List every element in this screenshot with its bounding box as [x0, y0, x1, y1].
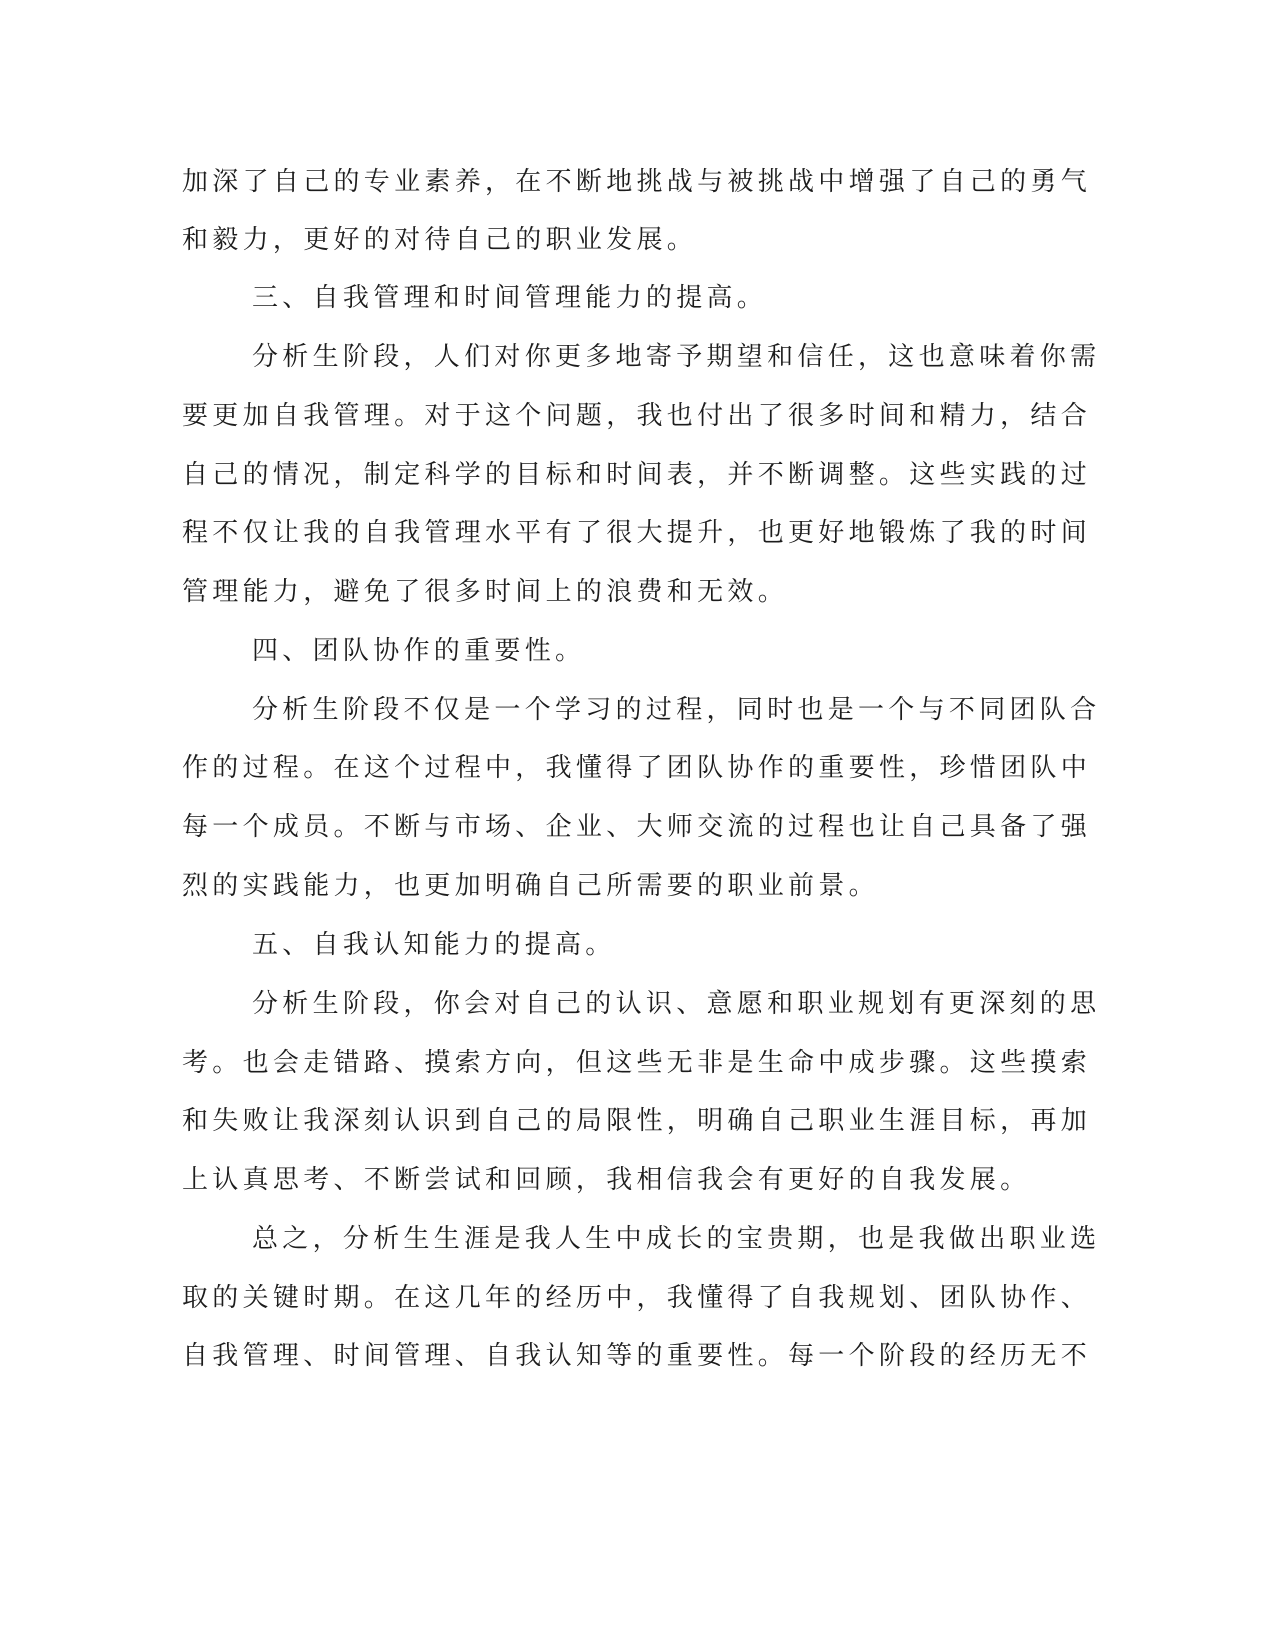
text-line: 管理能力，避免了很多时间上的浪费和无效。: [182, 577, 789, 607]
text-line: 每一个成员。不断与市场、企业、大师交流的过程也让自己具备了强: [182, 812, 1092, 842]
text-line: 烈的实践能力，也更加明确自己所需要的职业前景。: [182, 871, 879, 901]
text-line: 分析生阶段，你会对自己的认识、意愿和职业规划有更深刻的思: [252, 989, 1101, 1019]
text-line: 自我管理、时间管理、自我认知等的重要性。每一个阶段的经历无不: [182, 1341, 1092, 1371]
text-line: 分析生阶段，人们对你更多地寄予期望和信任，这也意味着你需: [252, 342, 1101, 372]
text-line: 程不仅让我的自我管理水平有了很大提升，也更好地锻炼了我的时间: [182, 518, 1092, 548]
section-heading: 四、团队协作的重要性。: [252, 636, 586, 666]
section-heading: 五、自我认知能力的提高。: [252, 930, 616, 960]
text-line: 取的关键时期。在这几年的经历中，我懂得了自我规划、团队协作、: [182, 1283, 1092, 1313]
text-line: 考。也会走错路、摸索方向，但这些无非是生命中成步骤。这些摸索: [182, 1048, 1092, 1078]
text-line: 分析生阶段不仅是一个学习的过程，同时也是一个与不同团队合: [252, 695, 1101, 725]
text-line: 要更加自我管理。对于这个问题，我也付出了很多时间和精力，结合: [182, 401, 1092, 431]
text-line: 总之，分析生生涯是我人生中成长的宝贵期，也是我做出职业选: [252, 1224, 1101, 1254]
text-line: 作的过程。在这个过程中，我懂得了团队协作的重要性，珍惜团队中: [182, 753, 1092, 783]
text-line: 上认真思考、不断尝试和回顾，我相信我会有更好的自我发展。: [182, 1165, 1031, 1195]
section-heading: 三、自我管理和时间管理能力的提高。: [252, 283, 768, 313]
text-line: 自己的情况，制定科学的目标和时间表，并不断调整。这些实践的过: [182, 460, 1092, 490]
text-line: 和失败让我深刻认识到自己的局限性，明确自己职业生涯目标，再加: [182, 1106, 1092, 1136]
text-line: 和毅力，更好的对待自己的职业发展。: [182, 225, 698, 255]
text-line: 加深了自己的专业素养，在不断地挑战与被挑战中增强了自己的勇气: [182, 167, 1092, 197]
